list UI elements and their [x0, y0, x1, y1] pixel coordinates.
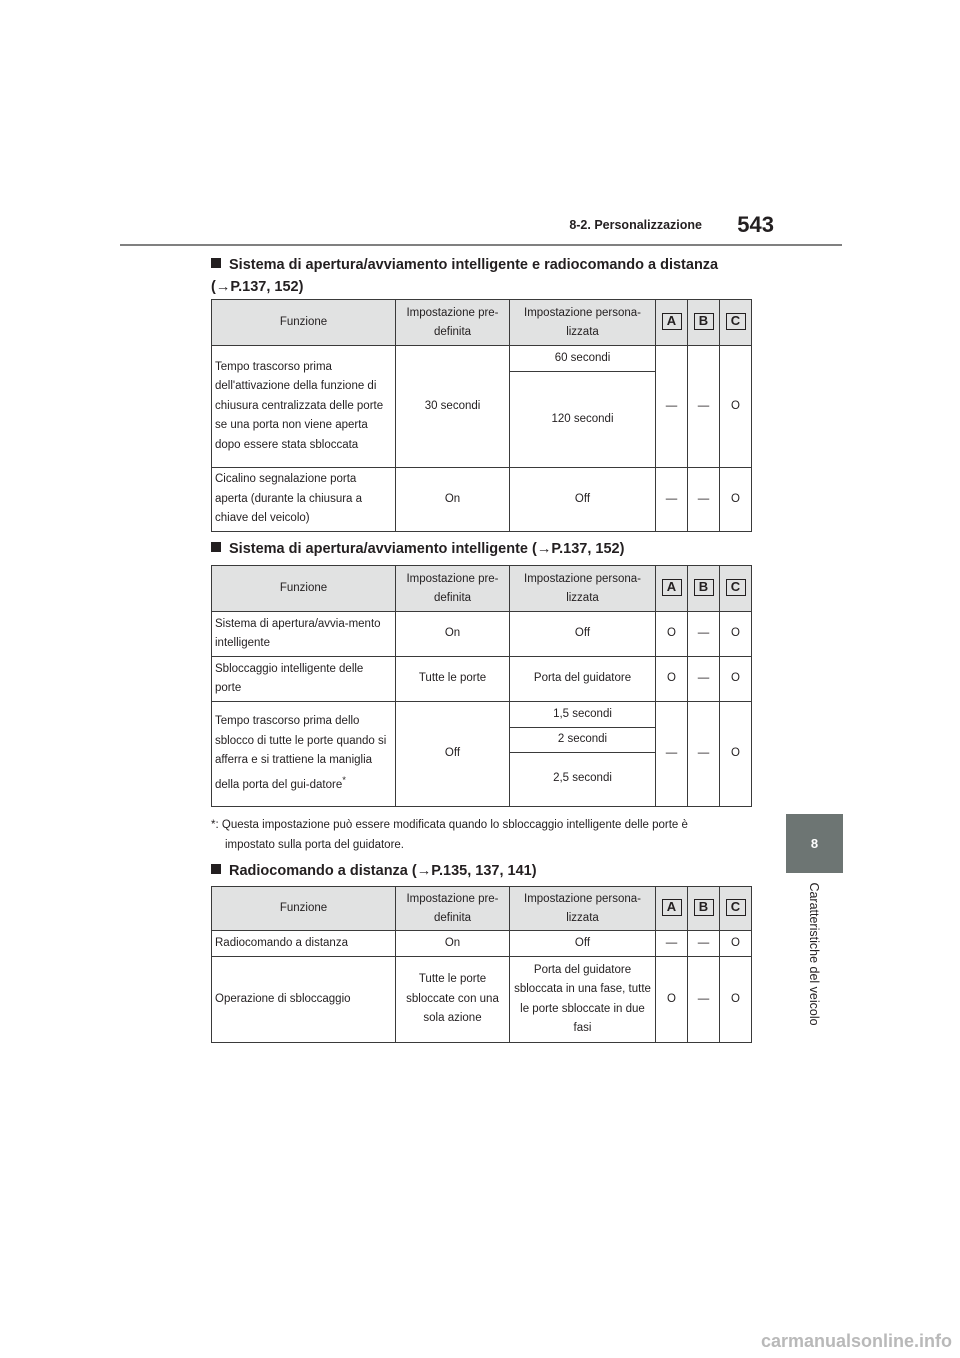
- cell-funzione: Radiocomando a distanza: [212, 931, 396, 957]
- section-heading-smart-entry: Sistema di apertura/avviamento intelligente (→P.137, 152): [211, 538, 751, 560]
- cell-personalizzata: Off: [510, 612, 656, 657]
- cell-personalizzata: 120 secondi: [510, 372, 656, 468]
- page-header: [0, 0, 960, 250]
- footnote-text-line2: impostato sulla porta del guidatore.: [225, 839, 404, 851]
- cell-a: O: [656, 612, 688, 657]
- col-c: [720, 300, 752, 346]
- col-c: [720, 887, 752, 931]
- col-funzione: Funzione: [212, 887, 396, 931]
- cell-a: —: [656, 702, 688, 807]
- col-b: [688, 300, 720, 346]
- table-row: [212, 346, 752, 372]
- cell-personalizzata: 2,5 secondi: [510, 752, 656, 806]
- page-number: 543: [737, 212, 774, 237]
- footnote-mark: *:: [211, 819, 219, 831]
- header-divider: [120, 244, 842, 246]
- cell-c: O: [720, 612, 752, 657]
- cell-a: O: [656, 957, 688, 1043]
- watermark: carmanualsonline.info: [760, 1331, 952, 1351]
- square-bullet-icon: [211, 864, 221, 874]
- cell-b: —: [688, 702, 720, 807]
- cell-b: —: [688, 957, 720, 1043]
- table-smart-entry: [211, 565, 752, 807]
- col-predefinita: Impostazione pre-definita: [396, 887, 510, 931]
- col-b: [688, 887, 720, 931]
- footnote-text-line1: Questa impostazione può essere modificata quando lo sbloccaggio intelligente delle porte è: [221, 819, 688, 831]
- cell-funzione: Tempo trascorso prima dell'attivazione della funzione di chiusura centralizzata delle porte se una porta non viene aperta dopo essere stata sbloccata: [212, 346, 396, 468]
- table-smart-entry-remote: [211, 299, 752, 532]
- cell-a: —: [656, 468, 688, 532]
- col-predefinita: Impostazione pre-definita: [396, 566, 510, 612]
- chapter-tab: 8: [786, 814, 843, 873]
- table-row: [212, 657, 752, 702]
- cell-personalizzata: Porta del guidatore sbloccata in una fase, tutte le porte sbloccate in due fasi: [510, 957, 656, 1043]
- cell-predefinita: On: [396, 931, 510, 957]
- cell-predefinita: On: [396, 468, 510, 532]
- table-row: [212, 468, 752, 532]
- col-personalizzata: Impostazione persona-lizzata: [510, 566, 656, 612]
- cell-c: O: [720, 931, 752, 957]
- chapter-label: Caratteristiche del veicolo: [807, 882, 821, 1026]
- col-funzione: Funzione: [212, 300, 396, 346]
- col-a: [656, 300, 688, 346]
- col-b: [688, 566, 720, 612]
- cell-funzione: Cicalino segnalazione porta aperta (durante la chiusura a chiave del veicolo): [212, 468, 396, 532]
- boxed-letter-b: B: [694, 313, 714, 330]
- square-bullet-icon: [211, 542, 221, 552]
- boxed-letter-c: C: [726, 313, 746, 330]
- col-predefinita: Impostazione pre-definita: [396, 300, 510, 346]
- col-funzione: Funzione: [212, 566, 396, 612]
- table-row: [212, 612, 752, 657]
- cell-predefinita: Off: [396, 702, 510, 807]
- cell-funzione: Sbloccaggio intelligente delle porte: [212, 657, 396, 702]
- cell-predefinita: 30 secondi: [396, 346, 510, 468]
- cell-b: —: [688, 346, 720, 468]
- footnote-mark: *: [342, 774, 346, 786]
- col-personalizzata: Impostazione persona-lizzata: [510, 300, 656, 346]
- boxed-letter-c: C: [726, 899, 746, 916]
- cell-predefinita: On: [396, 612, 510, 657]
- table-header-row: [212, 566, 752, 612]
- square-bullet-icon: [211, 258, 221, 268]
- cell-b: —: [688, 468, 720, 532]
- cell-funzione: Sistema di apertura/avvia-mento intelligente: [212, 612, 396, 657]
- table-row: [212, 931, 752, 957]
- cell-personalizzata: 1,5 secondi: [510, 702, 656, 728]
- col-a: [656, 566, 688, 612]
- table-header-row: [212, 300, 752, 346]
- cell-predefinita: Tutte le porte sbloccate con una sola azione: [396, 957, 510, 1043]
- table-header-row: [212, 887, 752, 931]
- cell-a: O: [656, 657, 688, 702]
- cell-personalizzata: 60 secondi: [510, 346, 656, 372]
- section-title: 8-2. Personalizzazione: [569, 218, 702, 232]
- section-heading-smart-entry-remote: Sistema di apertura/avviamento intelligente e radiocomando a distanza (→P.137, 152): [211, 257, 719, 295]
- cell-b: —: [688, 931, 720, 957]
- boxed-letter-a: A: [662, 579, 682, 596]
- cell-b: —: [688, 612, 720, 657]
- cell-c: O: [720, 657, 752, 702]
- boxed-letter-b: B: [694, 579, 714, 596]
- cell-personalizzata: 2 secondi: [510, 728, 656, 753]
- table-remote: [211, 886, 752, 1043]
- boxed-letter-a: A: [662, 899, 682, 916]
- cell-personalizzata: Off: [510, 468, 656, 532]
- boxed-letter-a: A: [662, 313, 682, 330]
- cell-funzione: Operazione di sbloccaggio: [212, 957, 396, 1043]
- cell-predefinita: Tutte le porte: [396, 657, 510, 702]
- cell-c: O: [720, 702, 752, 807]
- section-heading-remote: Radiocomando a distanza (→P.135, 137, 141): [211, 860, 751, 882]
- col-c: [720, 566, 752, 612]
- table-row: [212, 702, 752, 728]
- cell-c: O: [720, 346, 752, 468]
- table-row: [212, 957, 752, 1043]
- boxed-letter-b: B: [694, 899, 714, 916]
- cell-funzione: Tempo trascorso prima dello sblocco di tutte le porte quando si afferra e si trattiene la maniglia della porta del gui-datore*: [212, 702, 396, 807]
- cell-a: —: [656, 346, 688, 468]
- cell-a: —: [656, 931, 688, 957]
- col-a: [656, 887, 688, 931]
- cell-personalizzata: Porta del guidatore: [510, 657, 656, 702]
- cell-c: O: [720, 957, 752, 1043]
- cell-personalizzata: Off: [510, 931, 656, 957]
- boxed-letter-c: C: [726, 579, 746, 596]
- cell-c: O: [720, 468, 752, 532]
- col-personalizzata: Impostazione persona-lizzata: [510, 887, 656, 931]
- footnote: [211, 815, 756, 855]
- cell-b: —: [688, 657, 720, 702]
